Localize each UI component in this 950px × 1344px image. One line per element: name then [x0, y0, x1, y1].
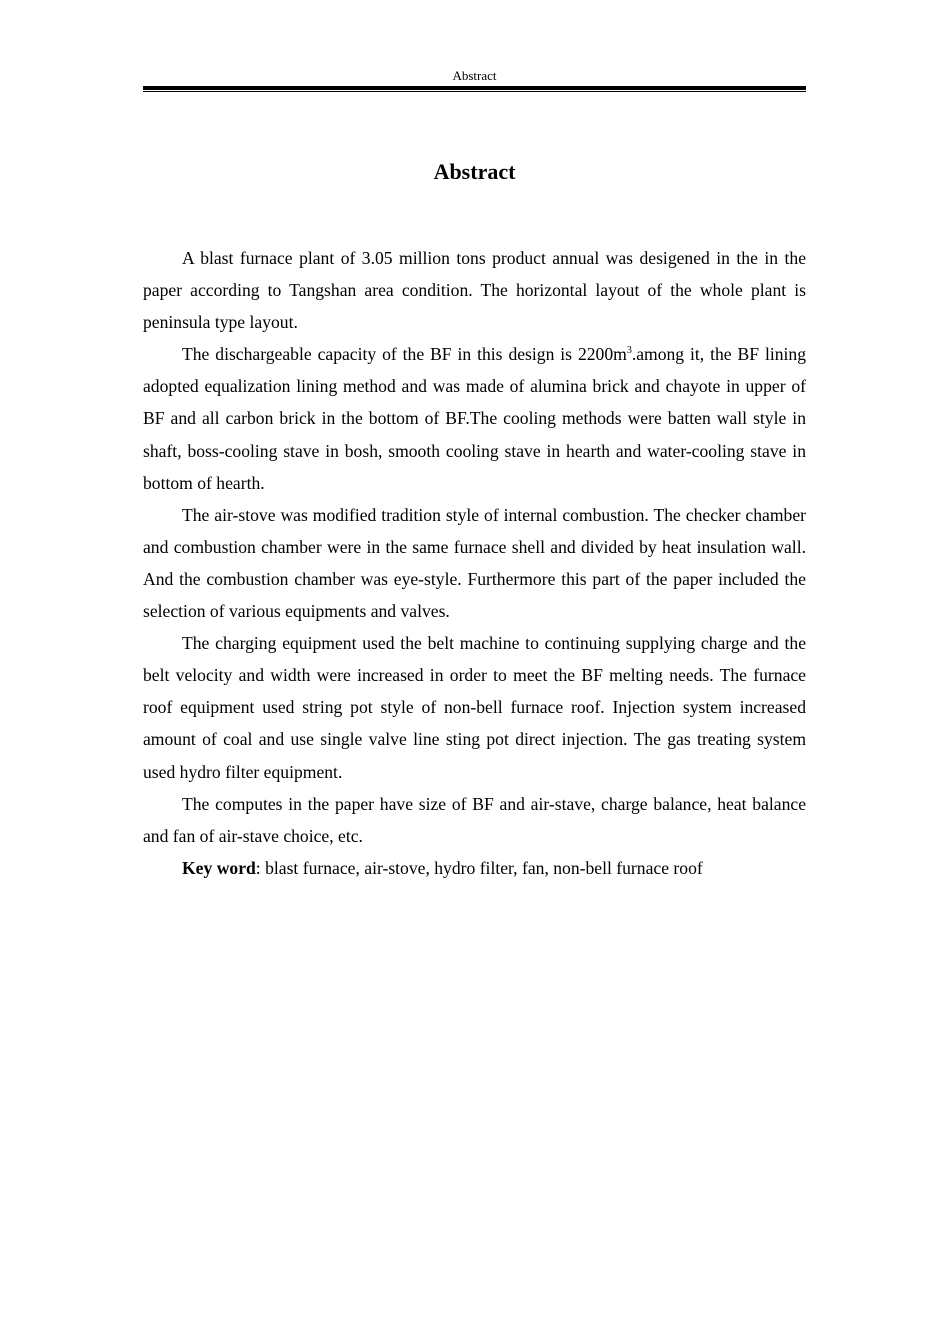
abstract-body — [143, 242, 806, 884]
header-rule-thin — [143, 91, 806, 92]
capacity-text-start: The dischargeable capacity of the BF in this design is 2200m — [182, 344, 627, 365]
capacity-text-rest: .among it, the BF lining adopted equalization lining method and was made of alumina brick and chayote in upper of BF and all carbon brick in the bottom of BF.The cooling methods were batten wall style in shaft, boss-cooling stave in bosh, smooth cooling stave in hearth and water-cooling stave in bottom of hearth. — [143, 344, 806, 493]
keywords-list: blast furnace, air-stove, hydro filter, fan, non-bell furnace roof — [265, 857, 703, 878]
keywords-line — [143, 852, 806, 884]
paragraph-air-stove: The air-stove was modified tradition style of internal combustion. The checker chamber and combustion chamber were in the same furnace shell and divided by heat insulation wall. And the combustion chamber was eye-style. Furthermore this part of the paper included the selection of various equipments and valves. — [143, 504, 806, 622]
paragraph-charging-equipment: The charging equipment used the belt machine to continuing supplying charge and the belt velocity and width were increased in order to meet the BF melting needs. The furnace roof equipment used string pot style of non-bell furnace roof. Injection system increased amount of coal and use single valve line sting pot direct injection. The gas treating system used hydro filter equipment. — [143, 633, 806, 782]
keywords-separator: : — [255, 857, 266, 878]
page-title: Abstract — [433, 159, 516, 184]
superscript-cubic: 3 — [626, 345, 632, 357]
paragraph-plant-overview: A blast furnace plant of 3.05 million tons product annual was desigened in the in the paper according to Tangshan area condition. The horizontal layout of the whole plant is peninsula type layout. — [143, 248, 806, 333]
keywords-label: Key word — [182, 857, 256, 878]
paragraph-bf-capacity — [143, 338, 806, 498]
running-header: Abstract — [452, 68, 497, 83]
paragraph-computations: The computes in the paper have size of BF and air-stave, charge balance, heat balance and fan of air-stave choice, etc. — [143, 793, 806, 846]
header-rule-thick — [143, 86, 806, 90]
